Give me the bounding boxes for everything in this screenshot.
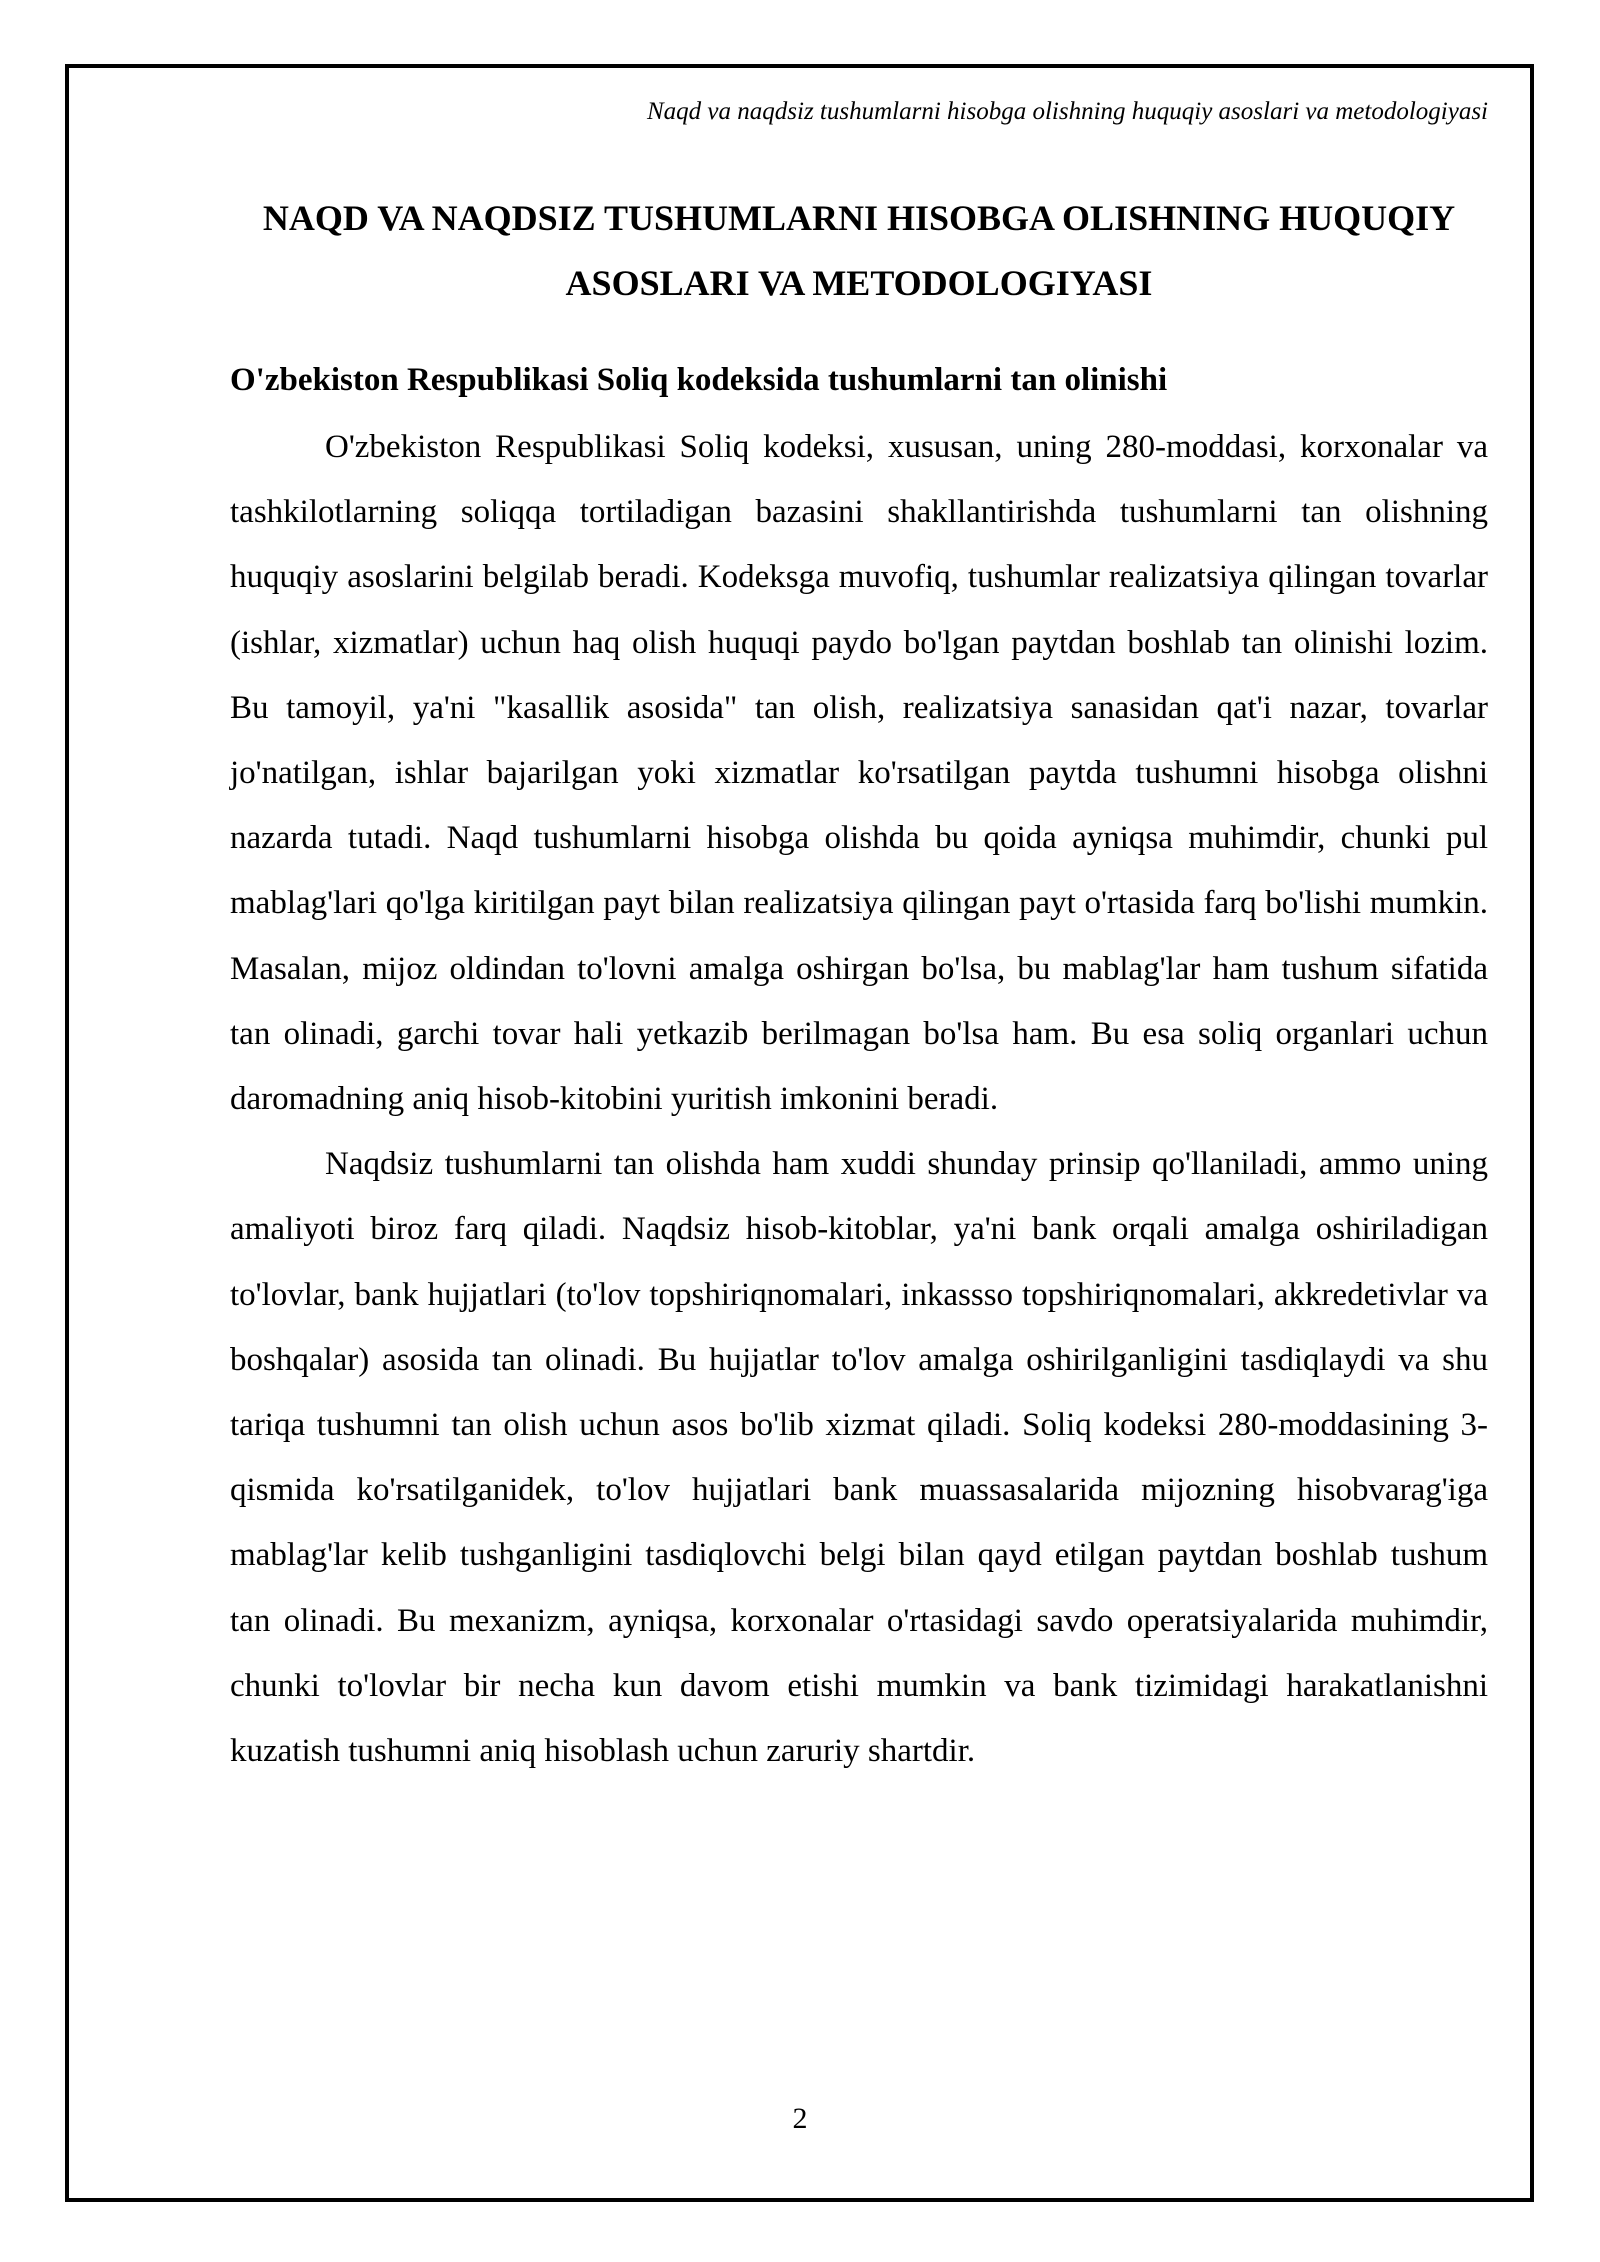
section-heading: O'zbekiston Respublikasi Soliq kodeksida tushumlarni tan olinishi <box>230 362 1168 398</box>
document-body <box>230 186 1488 1784</box>
page-number: 2 <box>792 2102 808 2135</box>
document-title: NAQD VA NAQDSIZ TUSHUMLARNI HISOBGA OLISHNING HUQUQIY ASOSLARI VA METODOLOGIYASI <box>262 198 1456 303</box>
paragraph: O'zbekiston Respublikasi Soliq kodeksi, xususan, uning 280-moddasi, korxonalar va tashkilotlarning soliqqa tortiladigan bazasini shakllantirishda tushumlarni tan olishning huquqiy asoslarini belgilab beradi. Kodeksga muvofiq, tushumlar realizatsiya qilingan tovarlar (ishlar, xizmatlar) uchun haq olish huquqi paydo bo'lgan paytdan boshlab tan olinishi lozim. Bu tamoyil, ya'ni "kasallik asosida" tan olish, realizatsiya sanasidan qat'i nazar, tovarlar jo'natilgan, ishlar bajarilgan yoki xizmatlar ko'rsatilgan paytda tushumni hisobga olishni nazarda tutadi. Naqd tushumlarni hisobga olishda bu qoida ayniqsa muhimdir, chunki pul mablag'lari qo'lga kiritilgan payt bilan realizatsiya qilingan payt o'rtasida farq bo'lishi mumkin. Masalan, mijoz oldindan to'lovni amalga oshirgan bo'lsa, bu mablag'lar ham tushum sifatida tan olinadi, garchi tovar hali yetkazib berilmagan bo'lsa ham. Bu esa soliq organlari uchun daromadning aniq hisob-kitobini yuritish imkonini beradi. <box>230 429 1488 1118</box>
running-header: Naqd va naqdsiz tushumlarni hisobga olishning huquqiy asoslari va metodologiyasi <box>647 98 1488 125</box>
paragraph: Naqdsiz tushumlarni tan olishda ham xuddi shunday prinsip qo'llaniladi, ammo uning amaliyoti biroz farq qiladi. Naqdsiz hisob-kitoblar, ya'ni bank orqali amalga oshiriladigan to'lovlar, bank hujjatlari (to'lov topshiriqnomalari, inkassso topshiriqnomalari, akkredetivlar va boshqalar) asosida tan olinadi. Bu hujjatlar to'lov amalga oshirilganligini tasdiqlaydi va shu tariqa tushumni tan olish uchun asos bo'lib xizmat qiladi. Soliq kodeksi 280-moddasining 3-qismida ko'rsatilganidek, to'lov hujjatlari bank muassasalarida mijozning hisobvarag'iga mablag'lar kelib tushganligini tasdiqlovchi belgi bilan qayd etilgan paytdan boshlab tushum tan olinadi. Bu mexanizm, ayniqsa, korxonalar o'rtasidagi savdo operatsiyalarida muhimdir, chunki to'lovlar bir necha kun davom etishi mumkin va bank tizimidagi harakatlanishni kuzatish tushumni aniq hisoblash uchun zaruriy shartdir. <box>230 1146 1488 1770</box>
